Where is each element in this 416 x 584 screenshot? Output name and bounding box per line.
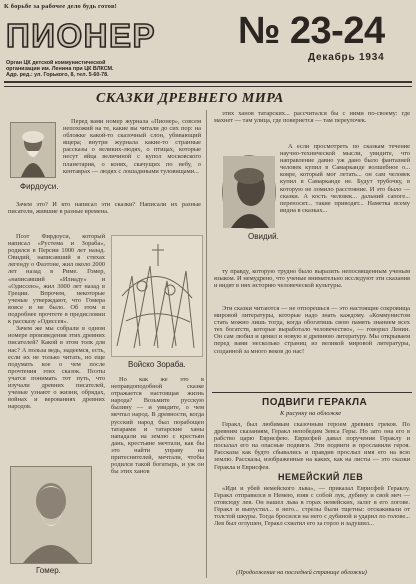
publisher-line: Адр. ред.: ул. Горького, 8, тел. 5-60-78. <box>6 72 109 79</box>
paragraph: Поэт Фирдоуси, который написал «Рустема и Зораба», родился в Персии 1000 лет назад. Овидий, написавший в стихах легенду о Фаэтоне, жил около 2000 лет назад в Риме. Гомер, «написавший «Илиаду» и «Одиссею», жил 3000 лет назад в Греции. Впрочем, некоторые ученые утверждают, что Гомера вовсе и не было. Об этом в подробнее прочтете в предисловии к рассказу «Одиссея». <box>8 233 105 326</box>
paragraph: Но как же это в неправдоподобной сказке отражается настоящая жизнь народа? Возьмите русскую былину — и увидите, о чем мечтал народ. В древности, когда русский народ был порабощен татарами и татарские ханы нападали на землю с крестьян дань, крестьяне мечтали, как бы это найти управу на притеснителей, мечтали, чтобы родился такой богатырь, и уж он бы этих ханов <box>111 376 204 476</box>
article-column-question <box>8 201 201 231</box>
paragraph: Зачем это? И кто написал эти сказки? Написали их разные писатели, жившие в разные времена. <box>8 201 201 216</box>
continued-note: (Продолжение на последней странице обложки) <box>236 569 367 576</box>
header-divider-thin <box>4 86 412 87</box>
section-divider <box>212 392 412 393</box>
firdousi-portrait <box>10 122 56 178</box>
paragraph: Зачем же мы собрали в одном номере произведения этих древних писателей? Какой в этом толк для нас? А польза ведь, надеемся, есть, если их не только читать, но еще подумать кое о чем после прочтения этих сказок. Поэты учатся понимать тот путь, что изучали древних писателей, ученые узнают о жизни, обрядах, войнах и верованиях древних народов. <box>8 325 105 411</box>
article-title: СКАЗКИ ДРЕВНЕГО МИРА <box>96 91 284 106</box>
paragraph: этих ханов татарских... рассчитался бы с ними по-своему: где махнет — там улица, где повернется — там переулочек. <box>214 110 410 125</box>
article-column-middle <box>111 376 204 576</box>
publisher-line: Орган ЦК детской коммунистической <box>6 60 106 66</box>
paragraph: ту правду, которую трудно было выразить непосвященным ученым языком. И немудрено, что ученые внимательно исследуют эти сказания и видят в них историю человеческой культуры. <box>214 268 410 290</box>
article-column-intro <box>63 118 201 206</box>
paragraph: А если просмотреть по сказкам течение научно-технической мысли, увидите, что направление давно уж дано было фантазией человек купил в Самарканде волшебное о... ковре, который мог летать... он сам человек купил в Самарканде не. Будут трубочку, в которую не ломило расстояние. И это было — сказки. А кость человек... дальний сапоге... переносят... такие приводят... Наметка всему видна в сказках... <box>280 143 410 214</box>
hercules-intro <box>214 421 410 471</box>
issue-number: № 23-24 <box>238 10 385 52</box>
issue-date: Декабрь 1934 <box>308 52 385 63</box>
article-column-left <box>8 233 105 411</box>
article-column-right-top <box>214 110 410 142</box>
column-divider <box>206 110 207 578</box>
publisher-line: организации им. Ленина при ЦК ВЛКСМ. <box>6 66 114 73</box>
nemean-lion-text <box>214 485 410 565</box>
paragraph: Эти сказки читаются — не отпорешься — это настоящие сокровища мировой литературы, которые надо знать каждому. «Коммунистом стать можно лишь тогда, когда обогатишь свою память знанием всех тех богатств, которые выработало человечество», — говорил Ленин. Он сам любил и ценил и новую и древнюю литературу. Мы открываем перед вами несколько страниц из великой мировой литературы, созданной за много веков до нас! <box>214 305 410 355</box>
article-column-left-lower <box>8 376 105 462</box>
caption-army: Войско Зораба. <box>128 360 186 369</box>
article-column-wide-1 <box>214 268 410 304</box>
caption-firdousi: Фирдоуси. <box>20 182 59 191</box>
masthead-title: ПИОНЕР <box>6 17 156 54</box>
article-column-wide-2 <box>214 305 410 385</box>
drawing-army <box>111 235 203 357</box>
homer-portrait <box>10 466 92 564</box>
paragraph: Геракл, был любимым сказочным героем древних греков. По древним сказаниям, Геракл непобедим Зевса Геры. Но зато она его в рабство царю Еврисфею. Еврисфей давал поручения Гераклу и посылал его на опасные подвиги. Эти подвиги и прославили героя. Рассказы как будто сбывались и правдив прослыл имя его на всю землю. Рассказы, изображенные на каких, как на листы — это сказки Геракла и Еврисфея. <box>214 421 410 471</box>
article-column-right <box>280 143 410 267</box>
masthead-motto: К борьбе за рабочее дело будь готов! <box>4 3 118 10</box>
paragraph: «Иди и убей немейского льва», — приказал Еврисфей Гераклу. Геракл отправился в Немею, взяв с собой лук, дубину и свой меч — отовсюду лев. Он нашел льва в горах немейских, залег в его логове. Геракл и выпустил... в него... стрелы были тщетны: отскакивали от толстой шкуры. Тогда бросился на него с дубиной и ударил по голове... Лев был оглушен, Геракл схватил его за горло и задушил... <box>214 485 410 528</box>
caption-ovid: Овидий. <box>248 232 279 241</box>
header-divider <box>4 81 412 83</box>
hercules-title: ПОДВИГИ ГЕРАКЛА <box>262 397 368 408</box>
nemean-lion-title: НЕМЕЙСКИЙ ЛЕВ <box>278 472 364 482</box>
paragraph: Перед вами номер журнала «Пионер», совсем непохожий на те, какие вы читали до сих пор: на обложке какой-то сказочный слон, убивающий ящера; внутри журнала какие-то странные рассказы о великих-людях, о птицах, которые несут яйца величиной с купол московского планетария, о конях, скачущих по небу, о кентаврах — людях с лошадиными туловищами... <box>63 118 201 175</box>
publisher-info <box>6 60 246 79</box>
hercules-subtitle: К рисунку на обложке <box>280 410 342 417</box>
ovid-portrait <box>222 155 276 229</box>
caption-homer: Гомер. <box>36 566 61 575</box>
